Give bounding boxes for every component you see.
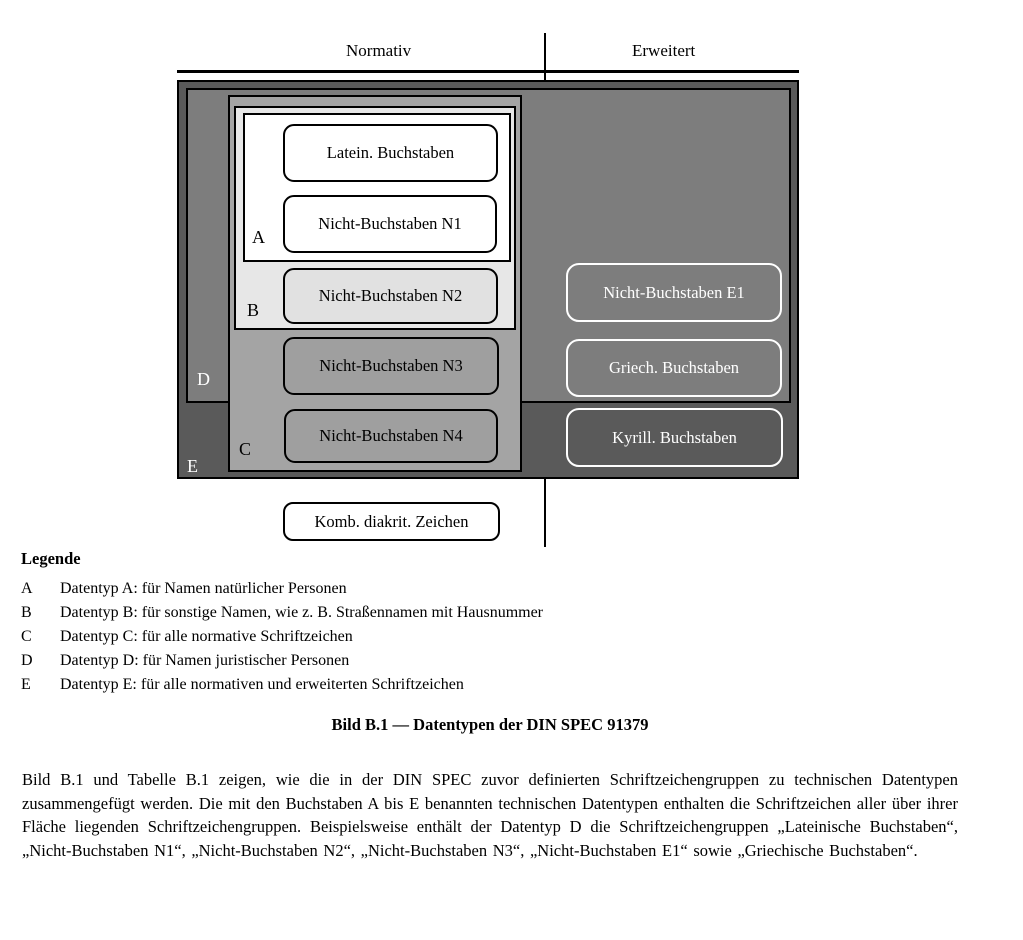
- legend-text: Datentyp B: für sonstige Namen, wie z. B. Straßennamen mit Hausnummer: [60, 604, 544, 621]
- legend-title: Legende: [21, 549, 81, 568]
- legend-key: E: [21, 676, 31, 693]
- figure-caption: Bild B.1 — Datentypen der DIN SPEC 91379: [331, 715, 649, 734]
- legend-text: Datentyp C: für alle normative Schriftzeichen: [60, 628, 353, 645]
- group-nicht-buchstaben-n1: Nicht-Buchstaben N1: [283, 195, 497, 253]
- legend-text: Datentyp A: für Namen natürlicher Personen: [60, 580, 347, 597]
- region-label-b: B: [247, 300, 260, 320]
- column-header-normativ: Normativ: [346, 41, 412, 60]
- legend-item-e: [21, 673, 821, 697]
- legend-item-a: [21, 577, 821, 601]
- group-nicht-buchstaben-n4: Nicht-Buchstaben N4: [284, 409, 498, 463]
- legend-key: C: [21, 628, 32, 645]
- header-rule: [177, 70, 799, 73]
- group-kyrill-buchstaben: Kyrill. Buchstaben: [566, 408, 783, 467]
- group-komb-diakrit-zeichen: Komb. diakrit. Zeichen: [283, 502, 500, 541]
- region-label-d: D: [197, 369, 210, 389]
- legend-item-d: [21, 649, 821, 673]
- group-griech-buchstaben: Griech. Buchstaben: [566, 339, 782, 397]
- group-nicht-buchstaben-n2: Nicht-Buchstaben N2: [283, 268, 498, 324]
- legend-text: Datentyp E: für alle normativen und erweiterten Schriftzeichen: [60, 676, 464, 693]
- group-latein-buchstaben: Latein. Buchstaben: [283, 124, 498, 182]
- legend-item-c: [21, 625, 821, 649]
- region-label-e: E: [187, 456, 198, 476]
- column-header-erweitert: Erweitert: [632, 41, 696, 60]
- body-paragraph: Bild B.1 und Tabelle B.1 zeigen, wie die in der DIN SPEC zuvor definierten Schriftzeichengruppen zu technischen Datentypen zusammengefügt werden. Die mit den Buchstaben A bis E benannten technischen Datentypen enthalten die Schriftzeichen aller über ihrer Fläche liegenden Schriftzeichengruppen. Beispielsweise enthält der Datentyp D die Schriftzeichengruppen „Lateinische Buchstaben“, „Nicht-Buchstaben N1“, „Nicht-Buchstaben N2“, „Nicht-Buchstaben N3“, „Nicht-Buchstaben E1“ sowie „Griechische Buchstaben“.: [22, 770, 958, 860]
- region-label-a: A: [252, 227, 265, 247]
- group-nicht-buchstaben-n3: Nicht-Buchstaben N3: [283, 337, 499, 395]
- group-nicht-buchstaben-e1: Nicht-Buchstaben E1: [566, 263, 782, 322]
- legend-text: Datentyp D: für Namen juristischer Personen: [60, 652, 350, 669]
- legend-key: B: [21, 604, 32, 621]
- legend-key: D: [21, 652, 33, 669]
- legend: [21, 548, 821, 697]
- region-label-c: C: [239, 439, 252, 459]
- legend-key: A: [21, 580, 33, 597]
- legend-item-b: [21, 601, 821, 625]
